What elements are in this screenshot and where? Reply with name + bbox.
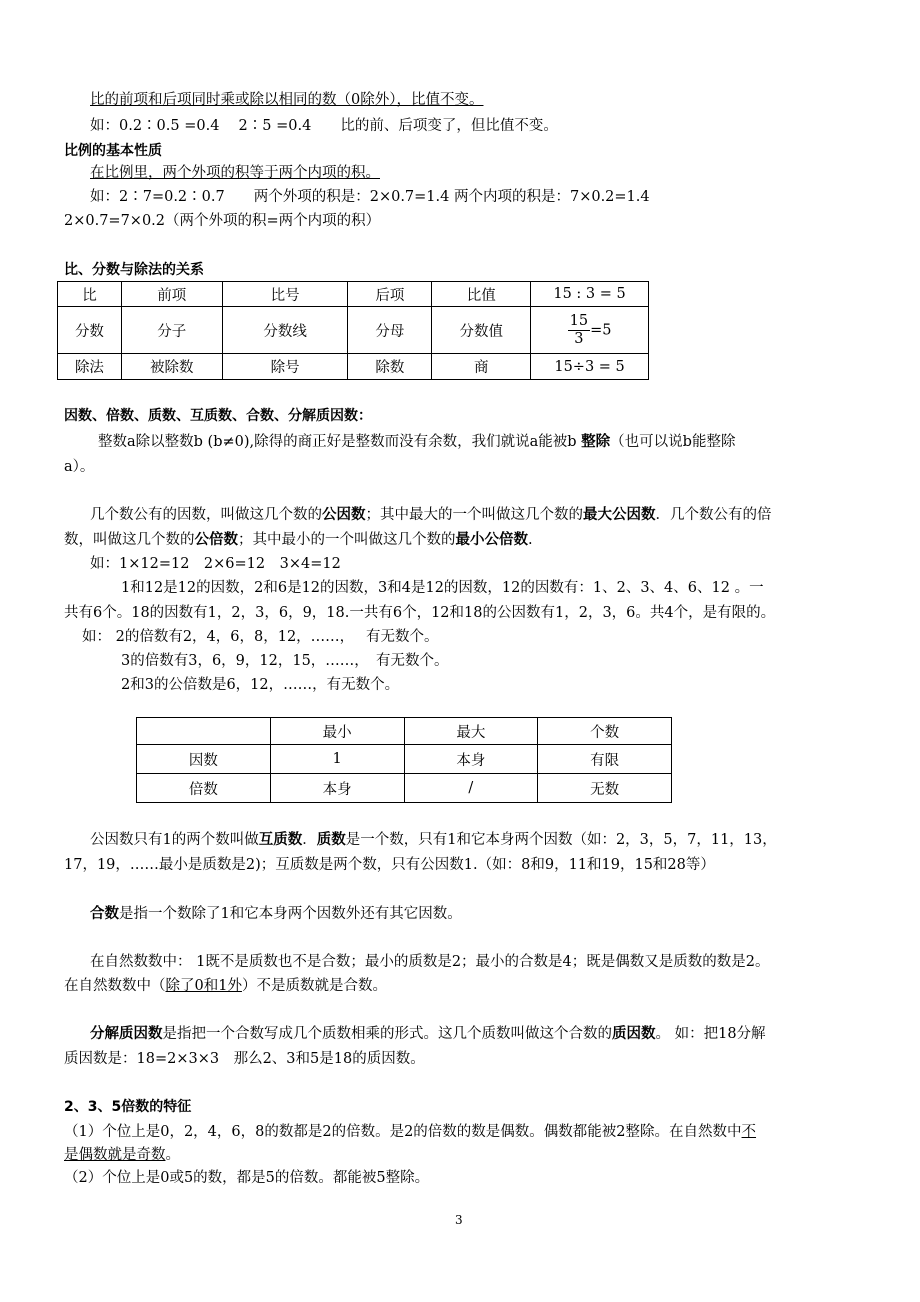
- factor-multiple-table: [136, 717, 672, 803]
- heading-proportion-property: 比例的基本性质: [64, 143, 162, 159]
- table-cell: 无数: [538, 774, 672, 803]
- text: ）不是质数就是合数。: [241, 978, 387, 994]
- multiple-of-5-rule: （2）个位上是0或5的数，都是5的倍数。都能被5整除。: [64, 1170, 430, 1186]
- table-cell: 个数: [538, 718, 672, 745]
- multiple-example: 如： 2的倍数有2，4，6，8，12，……， 有无数个。: [82, 629, 439, 645]
- table-row: [137, 745, 672, 774]
- table-cell: 有限: [538, 745, 672, 774]
- table-cell: 15 : 3 = 5: [531, 282, 649, 307]
- multiple-example-2: 3的倍数有3，6，9，12，15，……， 有无数个。: [121, 653, 449, 669]
- ratio-property-line: 比的前项和后项同时乘或除以相同的数（0除外），比值不变。: [90, 92, 484, 108]
- table-row: [58, 307, 649, 354]
- multiple-example-3: 2和3的公倍数是6，12，……，有无数个。: [121, 677, 400, 693]
- text: 。 如：把18分解: [655, 1026, 766, 1042]
- text: 是指一个数除了1和它本身两个因数外还有其它因数。: [119, 906, 462, 922]
- table-cell: 前项: [121, 282, 222, 307]
- natural-number-facts: 在自然数数中： 1既不是质数也不是合数；最小的质数是2；最小的合数是4；既是偶数又是质数的数是2。: [90, 954, 770, 970]
- term-prime-factor: 质因数: [612, 1026, 656, 1042]
- text: 整数a除以整数b (b≠0),除得的商正好是整数而没有余数，我们就说a能被b: [98, 434, 582, 450]
- heading-ratio-fraction-division: 比、分数与除法的关系: [64, 262, 204, 278]
- natural-number-facts-2: [64, 976, 387, 996]
- text: 数，叫做这几个数的: [64, 532, 195, 548]
- text: 在自然数数中（: [64, 978, 166, 994]
- table-row: [58, 354, 649, 380]
- common-factor-definition: [90, 505, 772, 525]
- fraction-cell: [531, 307, 649, 354]
- text: 是指把一个合数写成几个质数相乘的形式。这几个质数叫做这个合数的: [162, 1026, 612, 1042]
- common-multiple-definition: [64, 530, 533, 550]
- table-cell: 倍数: [137, 774, 271, 803]
- table-row: [137, 774, 672, 803]
- coprime-definition-cont: 17，19，……最小是质数是2)；互质数是两个数，只有公因数1.（如：8和9，11和19，15和28等）: [64, 857, 715, 873]
- multiple-of-2-rule-cont: [64, 1145, 180, 1165]
- table-cell: 因数: [137, 745, 271, 774]
- table-cell: 比: [58, 282, 122, 307]
- table-cell: [137, 718, 271, 745]
- term-common-factor: 公因数: [322, 507, 366, 523]
- term-prime: 质数: [316, 832, 346, 848]
- factor-example: 如：1×12=12 2×6=12 3×4=12: [90, 556, 341, 572]
- term-divisible: 整除: [581, 434, 611, 450]
- term-coprime: 互质数: [258, 832, 303, 848]
- text: ；其中最大的一个叫做这几个数的: [365, 507, 583, 523]
- prime-factorization-example: 质因数是：18=2×3×3 那么2、3和5是18的质因数。: [64, 1051, 425, 1067]
- table-cell: 除法: [58, 354, 122, 380]
- table-cell: 分数值: [432, 307, 531, 354]
- proportion-example-line: 如：2∶7=0.2∶0.7 两个外项的积是：2×0.7=1.4 两个内项的积是：7×0.2=1.4: [90, 189, 650, 205]
- table-cell: 比值: [432, 282, 531, 307]
- table-cell: 最小: [270, 718, 404, 745]
- divisible-definition-cont: a）。: [64, 459, 95, 475]
- text: .: [528, 532, 533, 548]
- ratio-fraction-division-table: [57, 281, 649, 380]
- term-common-multiple: 公倍数: [194, 532, 238, 548]
- text: ．几个数公有的倍: [655, 507, 772, 523]
- table-cell: 分母: [348, 307, 432, 354]
- table-row: [137, 718, 672, 745]
- table-cell: 分数: [58, 307, 122, 354]
- fraction-result: =5: [590, 322, 612, 338]
- table-cell: 分子: [121, 307, 222, 354]
- table-cell: 后项: [348, 282, 432, 307]
- text: 是一个数，只有1和它本身两个因数（如：2，3，5，7，11，13，: [345, 832, 777, 848]
- composite-definition: [90, 904, 462, 924]
- table-cell: 分数线: [222, 307, 348, 354]
- page-number: 3: [455, 1213, 463, 1227]
- factor-example-2: 1和12是12的因数，2和6是12的因数，3和4是12的因数，12的因数有：1、2、3、4、6、12 。一: [121, 580, 764, 596]
- term-gcf: 最大公因数: [583, 507, 656, 523]
- table-cell: 本身: [404, 745, 538, 774]
- underlined-text: 奇数: [136, 1147, 166, 1163]
- prime-factorization-definition: [90, 1024, 766, 1044]
- text: 几个数公有的因数，叫做这几个数的: [90, 507, 322, 523]
- text: 公因数只有1的两个数叫做: [90, 832, 259, 848]
- fraction-denominator: 3: [574, 330, 584, 347]
- table-cell: 15÷3 = 5: [531, 354, 649, 380]
- table-cell: /: [404, 774, 538, 803]
- term-composite: 合数: [90, 906, 119, 922]
- table-cell: 商: [432, 354, 531, 380]
- proportion-example-line-2: 2×0.7=7×0.2（两个外项的积=两个内项的积）: [64, 213, 381, 229]
- table-cell: 1: [270, 745, 404, 774]
- table-cell: 除数: [348, 354, 432, 380]
- table-cell: 被除数: [121, 354, 222, 380]
- factor-example-3: 共有6个。18的因数有1，2，3，6，9，18.一共有6个，12和18的公因数有1，2，3，6。共4个，是有限的。: [64, 605, 776, 621]
- text: ．: [302, 832, 317, 848]
- table-cell: 最大: [404, 718, 538, 745]
- fraction: [568, 313, 590, 348]
- proportion-property-line: 在比例里，两个外项的积等于两个内项的积。: [90, 165, 380, 181]
- coprime-definition: [90, 830, 777, 850]
- term-lcm: 最小公倍数: [455, 532, 528, 548]
- table-cell: 比号: [222, 282, 348, 307]
- table-cell: 除号: [222, 354, 348, 380]
- heading-factors-multiples: 因数、倍数、质数、互质数、合数、分解质因数：: [64, 408, 372, 424]
- table-cell: 本身: [270, 774, 404, 803]
- text: ；其中最小的一个叫做这几个数的: [238, 532, 456, 548]
- heading-multiples-2-3-5: 2、3、5倍数的特征: [64, 1099, 192, 1115]
- fraction-numerator: 15: [569, 312, 589, 329]
- text: （也可以说b能整除: [610, 434, 736, 450]
- text: 。: [165, 1147, 180, 1163]
- text: （1）个位上是0，2，4，6，8的数都是2的倍数。是2的倍数的数是偶数。偶数都能被2整除。在自然数中: [64, 1124, 742, 1140]
- divisible-definition: [98, 432, 735, 452]
- underlined-text: 是偶数就是: [64, 1147, 137, 1163]
- underlined-text: 不: [741, 1124, 757, 1140]
- underlined-text: 除了0和1外: [165, 978, 242, 994]
- ratio-example-line: 如：0.2∶0.5 =0.4 2∶5 =0.4 比的前、后项变了，但比值不变。: [90, 118, 558, 134]
- term-prime-factorization: 分解质因数: [90, 1026, 163, 1042]
- table-row: [58, 282, 649, 307]
- multiple-of-2-rule: [64, 1122, 756, 1142]
